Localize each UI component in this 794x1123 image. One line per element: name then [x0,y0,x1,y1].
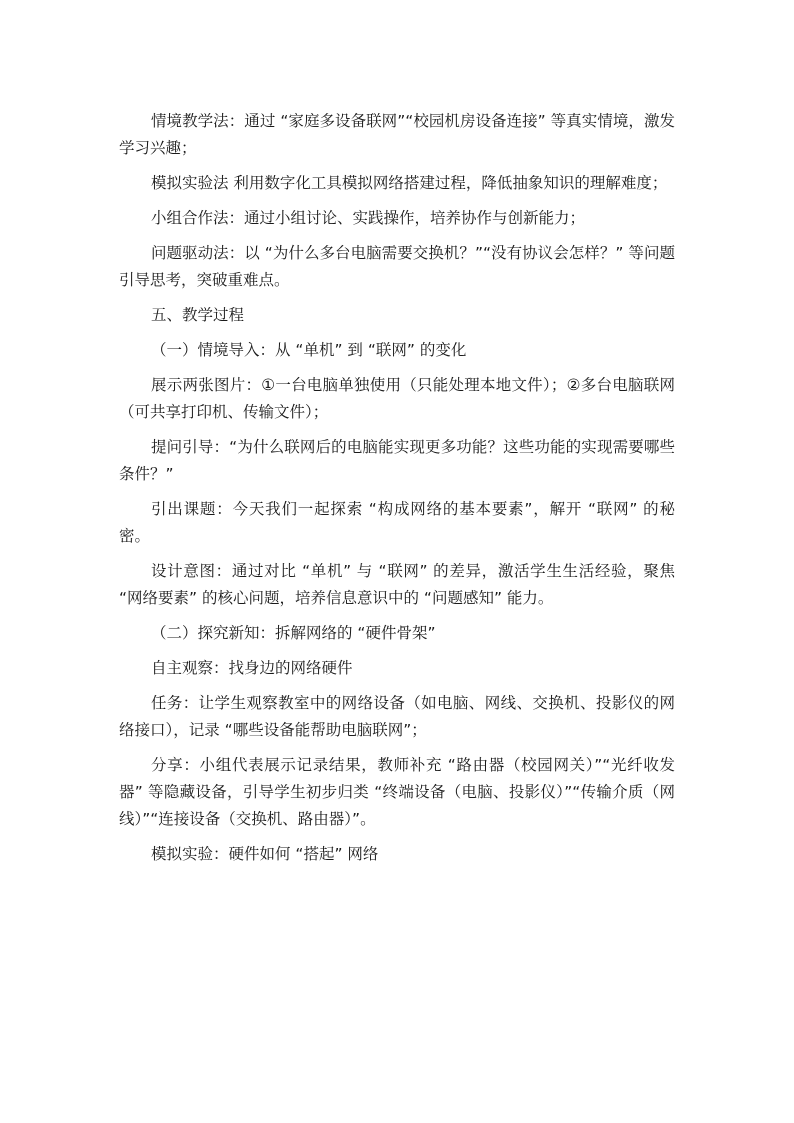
paragraph-share: 分享：小组代表展示记录结果，教师补充 “路由器（校园网关）”“光纤收发器” 等隐藏设备，引导学生初步归类 “终端设备（电脑、投影仪）”“传输介质（网线）”“连接设备（交换机、路由器）”。 [119,756,675,828]
paragraph-show-pictures: 展示两张图片：①一台电脑单独使用（只能处理本地文件）；②多台电脑联网（可共享打印机、传输文件）； [119,376,675,421]
paragraph-situational-teaching: 情境教学法：通过 “家庭多设备联网”“校园机房设备连接” 等真实情境，激发学习兴趣； [119,112,675,157]
section-heading-teaching-process: 五、教学过程 [151,306,245,324]
paragraph-task: 任务：让学生观察教室中的网络设备（如电脑、网线、交换机、投影仪的网络接口），记录 “哪些设备能帮助电脑联网”； [119,694,675,739]
paragraph-question-guide: 提问引导：“为什么联网后的电脑能实现更多功能？这些功能的实现需要哪些条件？” [119,438,675,483]
paragraph-design-intent: 设计意图：通过对比 “单机” 与 “联网” 的差异，激活学生生活经验，聚焦 “网络要素” 的核心问题，培养信息意识中的 “问题感知” 能力。 [119,562,675,607]
paragraph-introduce-topic: 引出课题：今天我们一起探索 “构成网络的基本要素”，解开 “联网” 的秘密。 [119,500,675,545]
paragraph-simulation-heading: 模拟实验：硬件如何 “搭起” 网络 [151,845,379,863]
paragraph-problem-driven: 问题驱动法：以 “为什么多台电脑需要交换机？”“没有协议会怎样？” 等问题引导思考，突破重难点。 [119,244,675,289]
paragraph-self-observation: 自主观察：找身边的网络硬件 [151,659,353,677]
paragraph-group-cooperation: 小组合作法：通过小组讨论、实践操作，培养协作与创新能力； [151,209,586,227]
paragraph-simulation-experiment: 模拟实验法 利用数字化工具模拟网络搭建过程，降低抽象知识的理解难度； [151,174,668,192]
subsection-heading-explore-new: （二）探究新知：拆解网络的 “硬件骨架” [151,624,436,642]
document-body [119,108,675,868]
subsection-heading-situation-intro: （一）情境导入：从 “单机” 到 “联网” 的变化 [151,341,467,359]
